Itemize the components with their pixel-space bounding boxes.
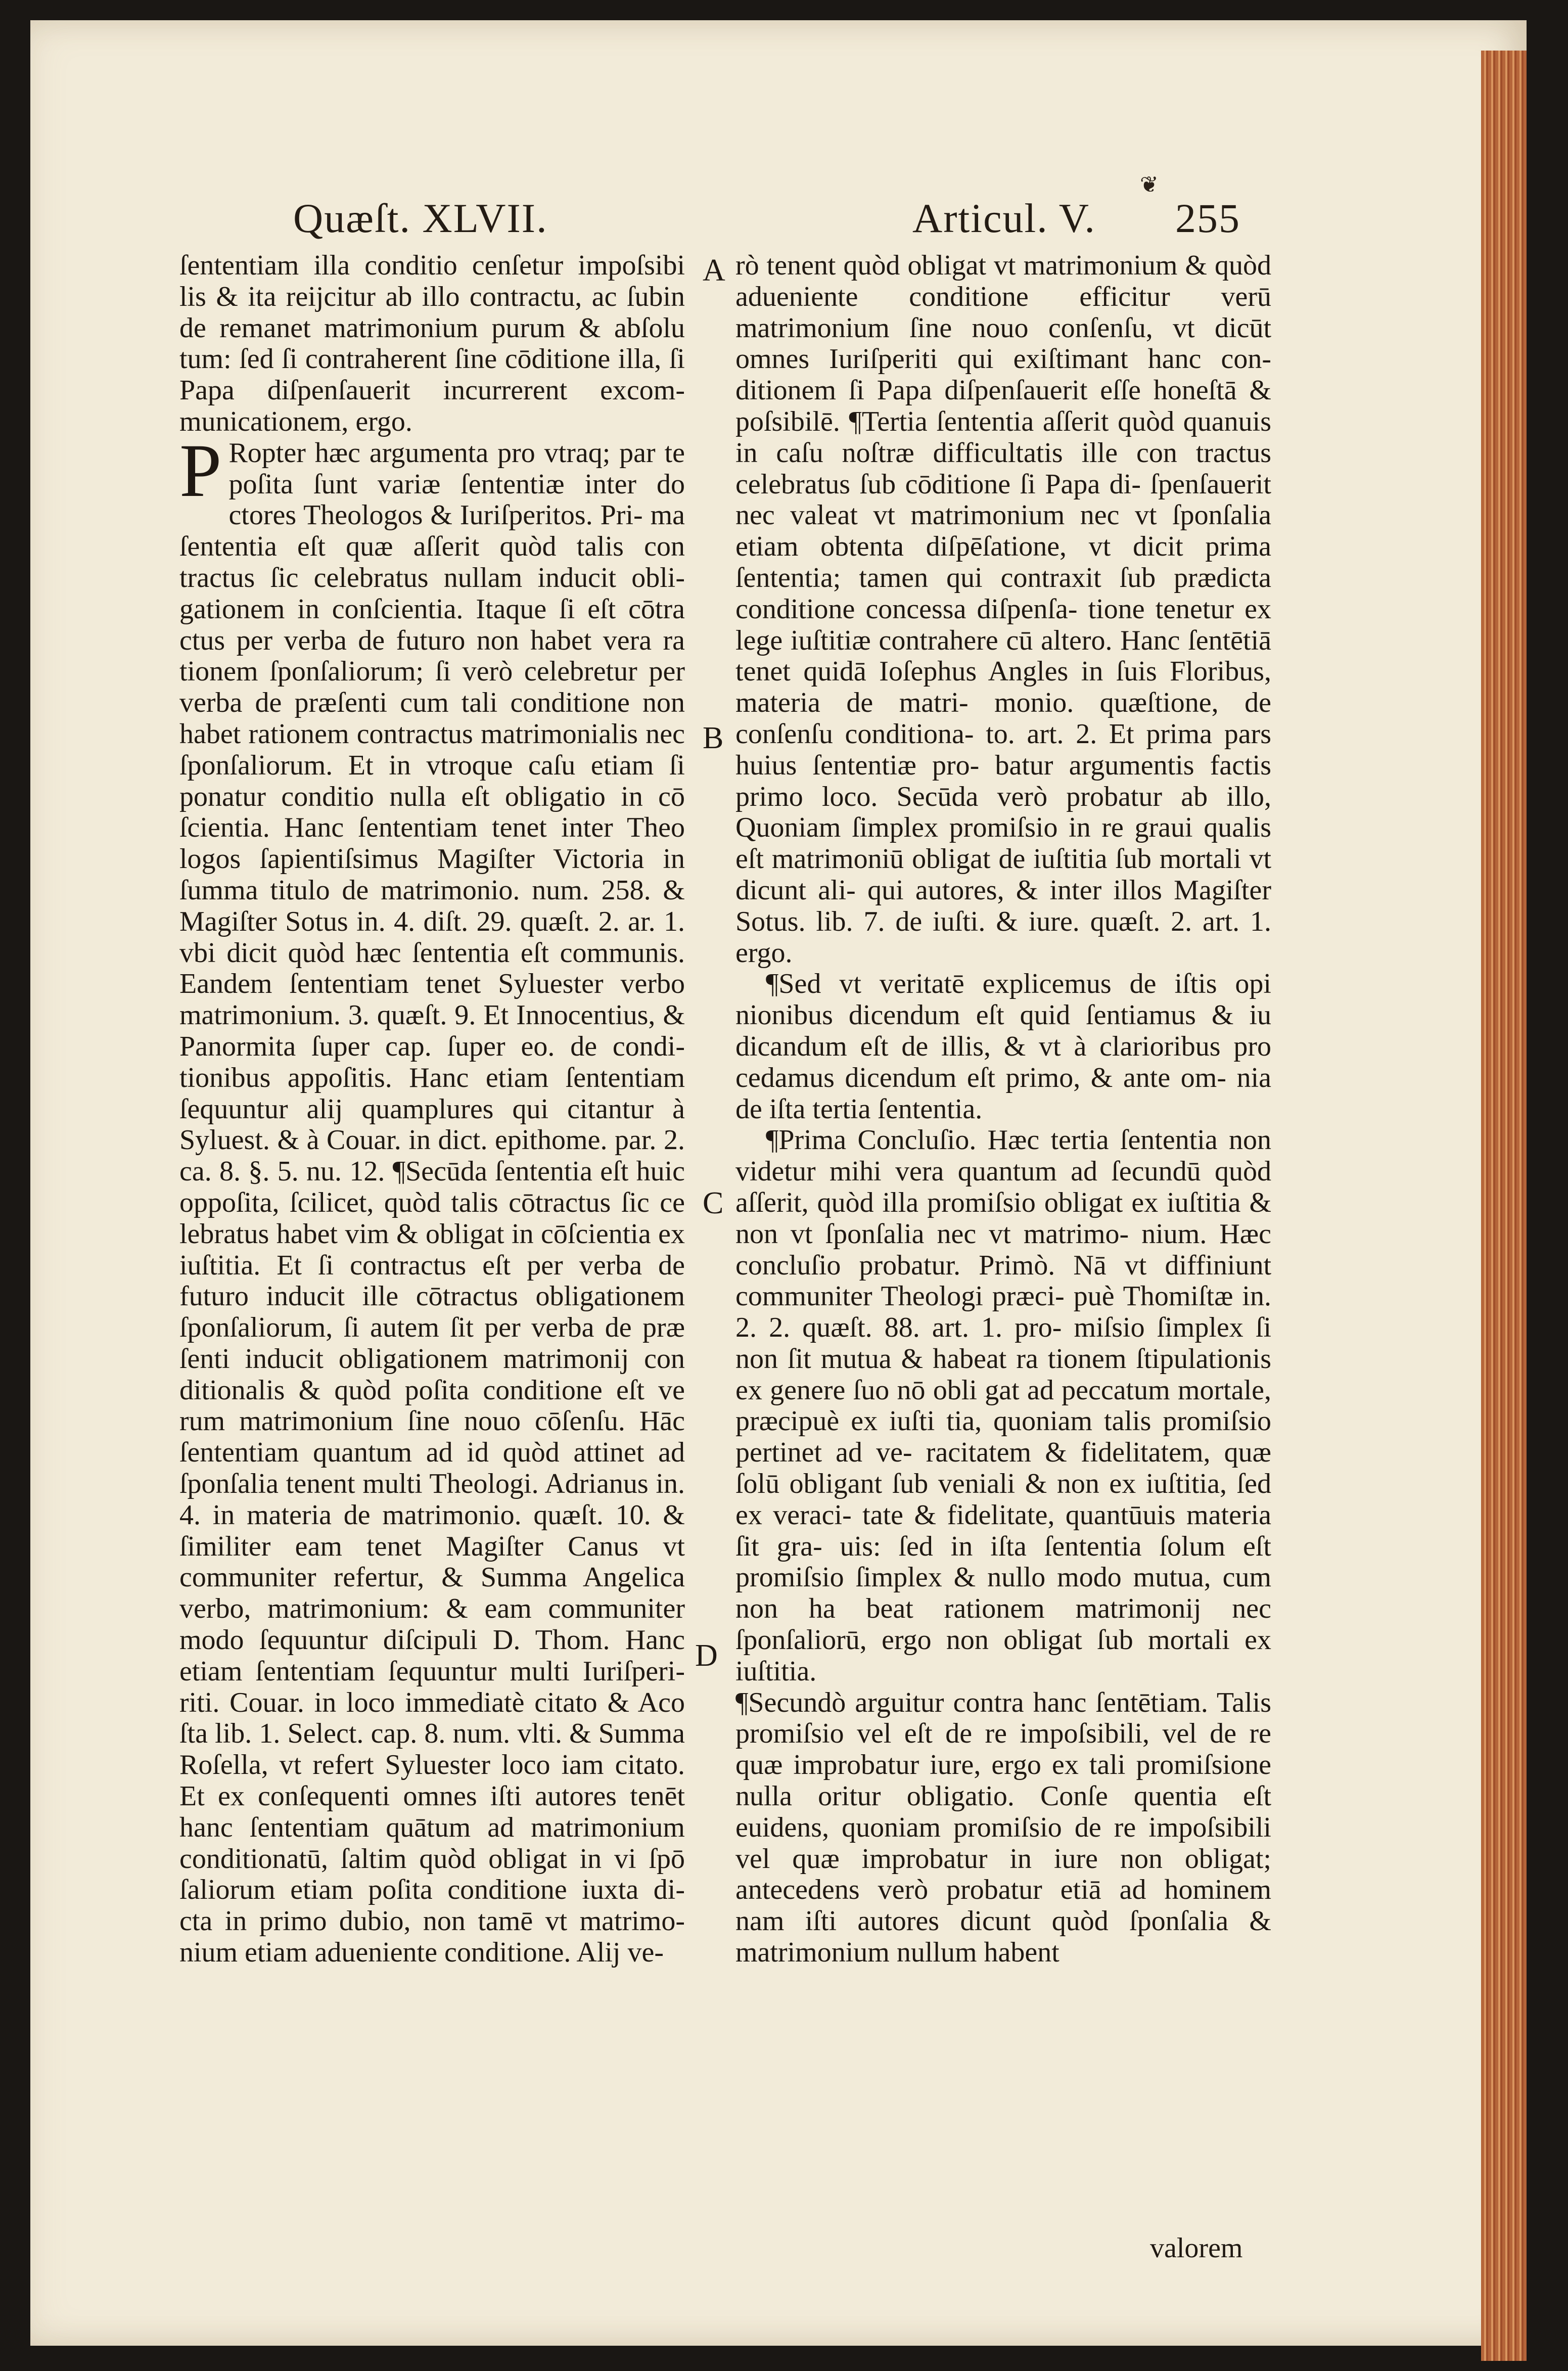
left-opening-paragraph: ſententiam illa conditio cenſetur impoſsibi lis & ita reijcitur ab illo contractu, ac ſubin de remanet matrimonium purum & abſolu tum: ſed ſi contraherent ſine cōditione illa, ſi Papa diſpenſauerit incurrerent excom- municationem, ergo. — [179, 250, 685, 437]
left-paragraph-2-text: Ropter hæc argumenta pro vtraq; par te poſita ſunt variæ ſententiæ inter do ctores Theologos & Iuriſperitos. Pri- ma ſententia eſt quæ aſſerit quòd talis con tractus ſic celebratus nullam inducit obli- gationem in conſcientia. Itaque ſi eſt cōtra ctus per verba de futuro non habet vera ra tionem ſponſaliorum; ſi verò celebretur per verba de præſenti cum tali conditione non habet rationem contractus matrimonialis nec ſponſaliorum. Et in vtroque caſu etiam ſi ponatur conditio nulla eſt obligatio in cō ſcientia. Hanc ſententiam tenet inter Theo logos ſapientiſsimus Magiſter Victoria in ſumma titulo de matrimonio. num. 258. & Magiſter Sotus in. 4. diſt. 29. quæſt. 2. ar. 1. vbi dicit quòd hæc ſententia eſt communis. Eandem ſententiam tenet Syluester verbo matrimonium. 3. quæſt. 9. Et Innocentius, & Panormita ſuper cap. ſuper eo. de condi- tionibus appoſitis. Hanc etiam ſententiam ſequuntur alij quamplures qui citantur à Syluest. & à Couar. in dict. epithome. par. 2. ca. 8. §. 5. nu. 12. ¶Secūda ſententia eſt huic oppoſita, ſcilicet, quòd talis cōtractus ſic ce lebratus habet vim & obligat in cōſcientia ex iuſtitia. Et ſi contractus eſt per verba de futuro inducit ille cōtractus obligationem ſponſaliorum, ſi autem ſit per verba de præ ſenti inducit obligationem matrimonij con ditionalis & quòd poſita conditione eſt ve rum matrimonium ſine nouo cōſenſu. Hāc ſententiam quantum ad id quòd attinet ad ſponſalia tenent multi Theologi. Adrianus in. 4. in materia de matrimonio. quæſt. 10. & ſimiliter eam tenet Magiſter Canus vt communiter refertur, & Summa Angelica verbo, matrimonium: & eam communiter modo ſequuntur diſcipuli D. Thom. Hanc etiam ſententiam ſequuntur multi Iuriſperi- riti. Couar. in loco immediatè citato & Aco ſta lib. 1. Select. cap. 8. num. vlti. & Summa Roſella, vt refert Syluester loco iam citato. Et ex conſequenti omnes iſti autores tenēt hanc ſententiam quātum ad matrimonium conditionatū, ſaltim quòd obligat in vi ſpō ſaliorum etiam poſita conditione iuxta di- cta in primo dubio, non tamē vt matrimo- nium etiam adueniente conditione. Alij ve- — [179, 437, 685, 1969]
running-head-right: Articul. V. — [912, 195, 1096, 241]
page-ornament-mark: ❦ — [1140, 172, 1159, 197]
book-page — [30, 20, 1527, 2346]
catchword: valorem — [1150, 2232, 1243, 2264]
right-paragraph-1: rò tenent quòd obligat vt matrimonium & quòd adueniente conditione efficitur verū matrimonium ſine nouo conſenſu, vt dicūt omnes Iuriſperiti qui exiſtimant hanc con- ditionem ſi Papa diſpenſauerit eſſe honeſtā & poſsibilē. ¶Tertia ſententia aſſerit quòd quanuis in caſu noſtræ difficultatis ille con tractus celebratus ſub cōditione ſi Papa di- ſpenſauerit nec valeat vt matrimonium nec vt ſponſalia etiam obtenta diſpēſatione, vt dicit prima ſententia; tamen qui contraxit ſub prædicta conditione concessa diſpenſa- tione tenetur ex lege iuſtitiæ contrahere cū altero. Hanc ſentētiā tenet quidā Ioſephus Angles in ſuis Floribus, materia de matri- monio. quæſtione, de conſenſu conditiona- to. art. 2. Et prima pars huius ſententiæ pro- batur argumentis factis primo loco. Secūda verò probatur ab illo, Quoniam ſimplex promiſsio in re graui qualis eſt matrimoniū obligat de iuſtitia ſub mortali vt dicunt ali- qui autores, & inter illos Magiſter Sotus. lib. 7. de iuſti. & iure. quæſt. 2. art. 1. ergo. — [735, 250, 1271, 969]
margin-letter-b: B — [703, 721, 724, 755]
margin-letter-c: C — [703, 1186, 724, 1220]
right-paragraph-3: ¶Prima Concluſio. Hæc tertia ſententia non videtur mihi vera quantum ad ſecundū quòd aſſerit, quòd illa promiſsio obligat ex iuſtitia & non vt ſponſalia nec vt matrimo- nium. Hæc concluſio probatur. Primò. Nā vt diffiniunt communiter Theologi præci- puè Thomiſtæ in. 2. 2. quæſt. 88. art. 1. pro- miſsio ſimplex ſi non ſit mutua & habeat ra tionem ſtipulationis ex genere ſuo nō obli gat ad peccatum mortale, præcipuè ex iuſti tia, quoniam talis promiſsio pertinet ad ve- racitatem & fidelitatem, quæ ſolū obligant ſub veniali & non ex iuſtitia, ſed ex veraci- tate & fidelitate, quantūuis materia ſit gra- uis: ſed in iſta ſententia ſolum eſt promiſsio ſimplex & nullo modo mutua, cum non ha beat rationem matrimonij nec ſponſaliorū, ergo non obligat ſub mortali ex iuſtitia. — [735, 1124, 1271, 1687]
page-number: 255 — [1175, 195, 1240, 241]
right-column — [735, 250, 1271, 1969]
margin-letter-a: A — [703, 253, 725, 288]
right-paragraph-2: ¶Sed vt veritatē explicemus de iſtis opi nionibus dicendum eſt quid ſentiamus & iu dicandum eſt de illis, & vt à clarioribus pro cedamus dicendum eſt primo, & ante om- nia de iſta tertia ſententia. — [735, 968, 1271, 1125]
running-head-left: Quæſt. XLVII. — [293, 195, 548, 241]
margin-letter-d: D — [695, 1638, 718, 1673]
page-fore-edge — [1481, 51, 1527, 2361]
running-head — [30, 195, 1527, 250]
left-paragraph-2 — [179, 428, 685, 1969]
left-column — [179, 250, 685, 1969]
drop-capital: P — [179, 428, 222, 513]
right-paragraph-4: ¶Secundò arguitur contra hanc ſentētiam. Talis promiſsio vel eſt de re impoſsibili, vel de re quæ improbatur iure, ergo ex tali promiſsione nulla oritur obligatio. Conſe quentia eſt euidens, quoniam promiſsio de re impoſsibili vel quæ improbatur in iure non obligat; antecedens verò probatur etiā ad hominem nam iſti autores dicunt quòd ſponſalia & matrimonium nullum habent — [735, 1686, 1271, 1969]
